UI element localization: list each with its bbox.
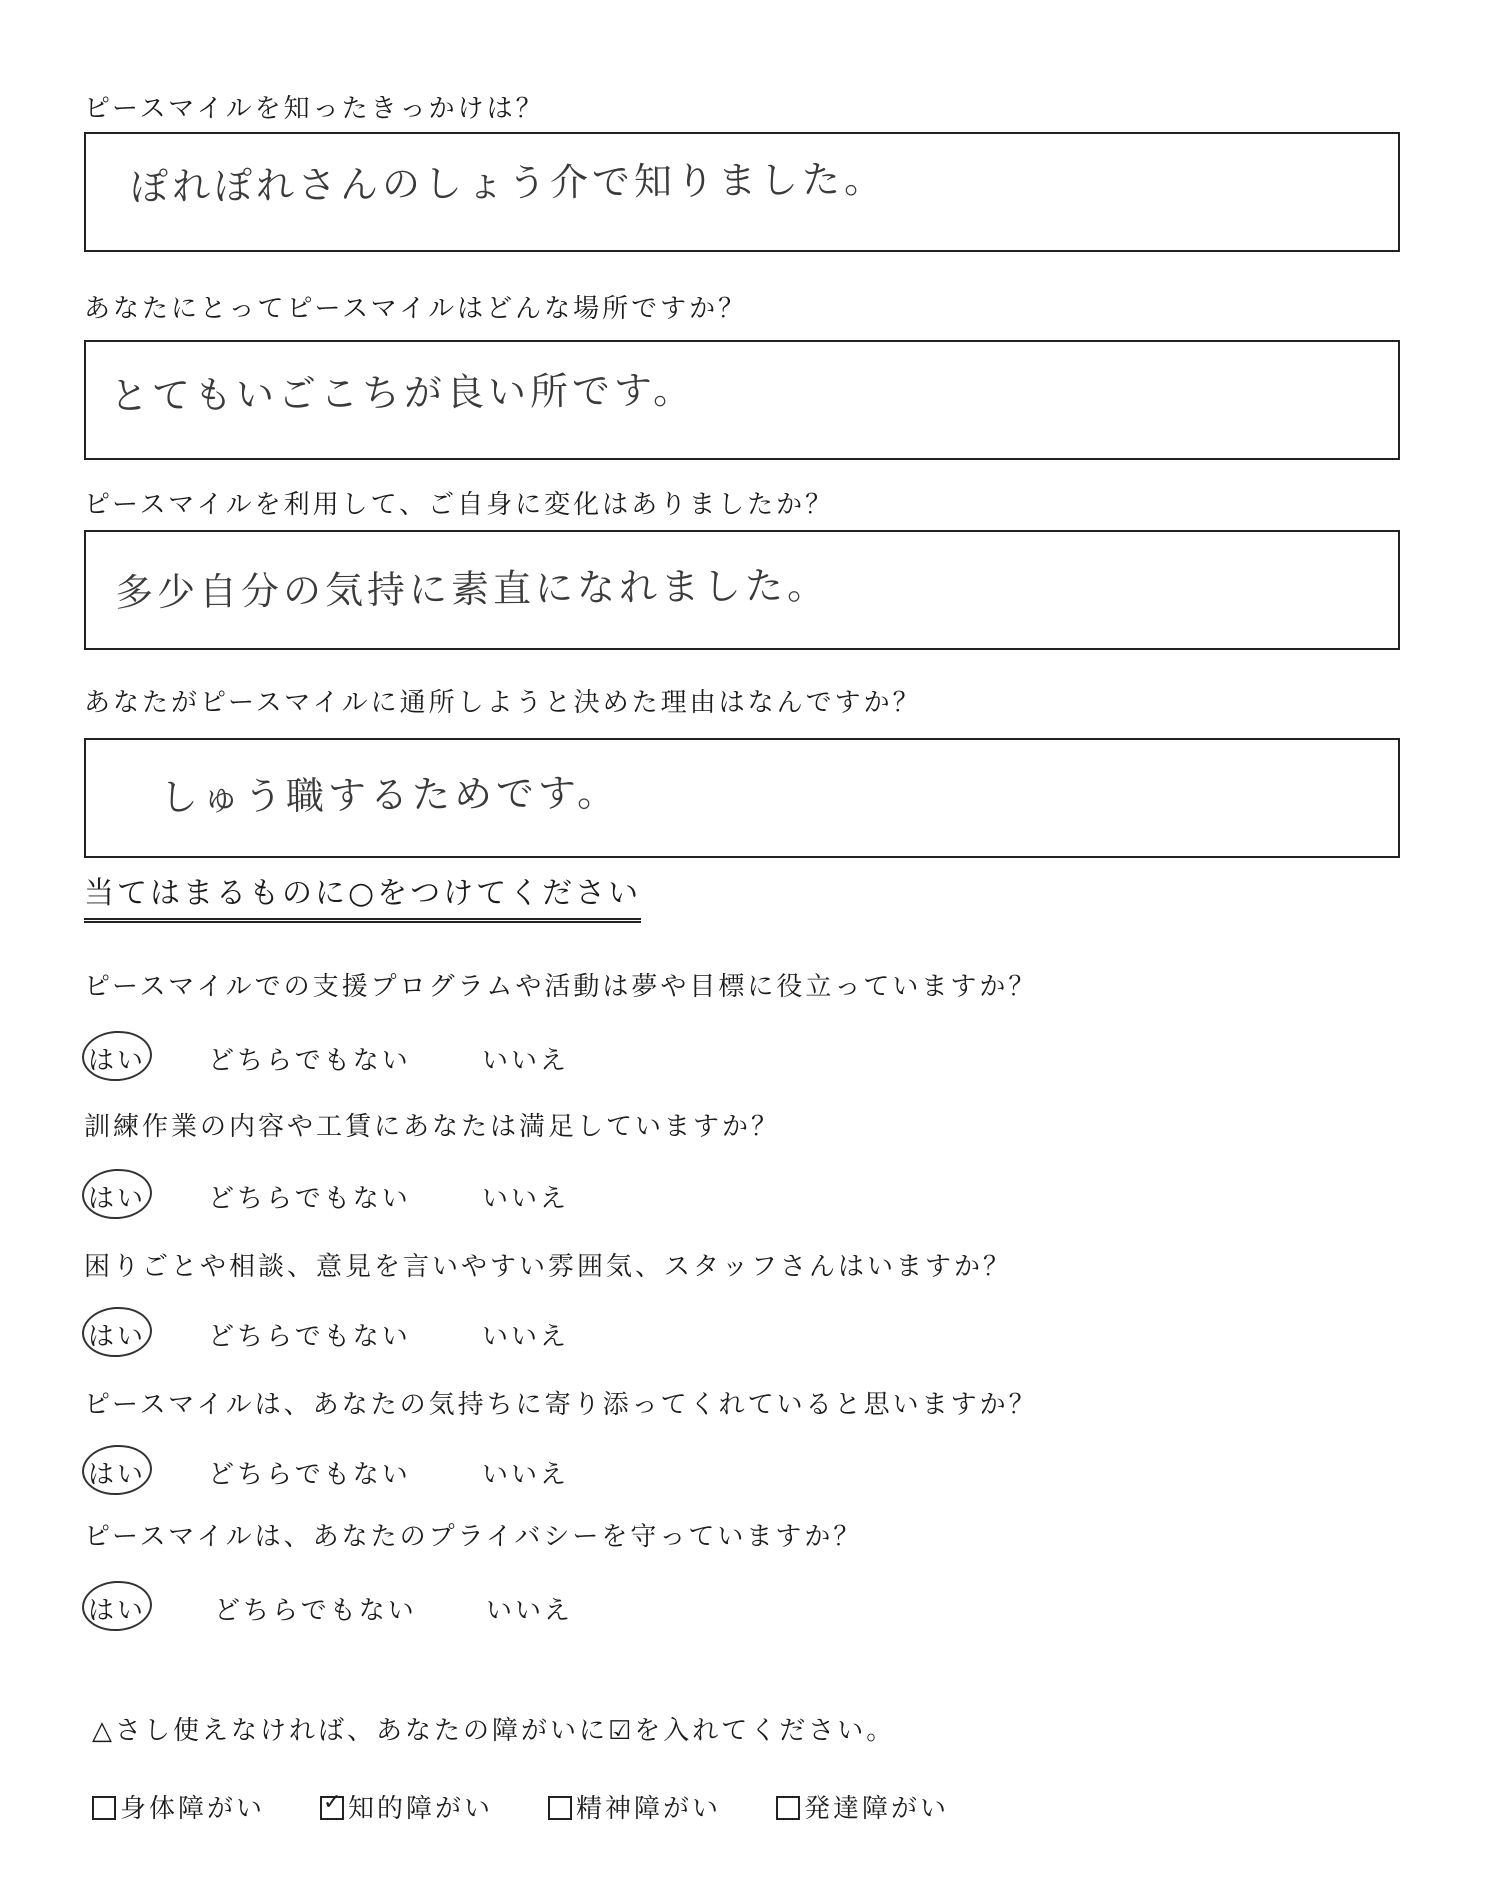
option-yes[interactable]: はい: [88, 1040, 146, 1077]
question-label: あなたがピースマイルに通所しようと決めた理由はなんですか？: [84, 688, 922, 718]
checkbox-physical[interactable]: [92, 1788, 265, 1825]
checkbox-developmental[interactable]: [776, 1788, 949, 1825]
option-neutral[interactable]: どちらでもない: [208, 1046, 411, 1076]
option-yes[interactable]: はい: [88, 1590, 146, 1627]
option-neutral[interactable]: どちらでもない: [208, 1184, 411, 1214]
option-no[interactable]: いいえ: [482, 1184, 570, 1214]
option-neutral[interactable]: どちらでもない: [208, 1322, 411, 1352]
handwritten-answer: とてもいごこちが良い所です。: [109, 367, 696, 419]
question-label: ピースマイルを利用して、ご自身に変化はありましたか？: [84, 490, 835, 520]
handwritten-answer: 多少自分の気持に素直になれました。: [114, 563, 830, 615]
option-neutral[interactable]: どちらでもない: [214, 1596, 417, 1626]
handwritten-answer: ぽれぽれさんのしょう介で知りました。: [129, 157, 887, 209]
option-neutral[interactable]: どちらでもない: [208, 1460, 411, 1490]
checkbox-icon: [92, 1796, 116, 1820]
option-yes[interactable]: はい: [88, 1178, 146, 1215]
rating-question-label: 困りごとや相談、意見を言いやすい雰囲気、スタッフさんはいますか？: [84, 1252, 1013, 1282]
checkbox-intellectual[interactable]: [320, 1788, 493, 1825]
handwritten-answer: しゅう職するためです。: [159, 770, 620, 820]
checkbox-label: 知的障がい: [348, 1794, 494, 1824]
checkbox-icon: [548, 1796, 572, 1820]
checkbox-label: 精神障がい: [576, 1794, 722, 1824]
checkbox-icon: [776, 1796, 800, 1820]
option-no[interactable]: いいえ: [482, 1460, 570, 1490]
question-label: ピースマイルを知ったきっかけは？: [84, 94, 545, 124]
rating-question-label: 訓練作業の内容や工賃にあなたは満足していますか？: [84, 1112, 781, 1142]
rating-question-label: ピースマイルでの支援プログラムや活動は夢や目標に役立っていますか？: [84, 972, 1038, 1002]
question-label: あなたにとってピースマイルはどんな場所ですか？: [84, 294, 748, 324]
checkbox-mental[interactable]: [548, 1788, 721, 1825]
disability-note: △さし使えなければ、あなたの障がいに☑を入れてください。: [92, 1716, 896, 1746]
rating-question-label: ピースマイルは、あなたのプライバシーを守っていますか？: [84, 1522, 863, 1552]
option-yes[interactable]: はい: [88, 1316, 146, 1353]
section-title: 当てはまるものに○をつけてください: [84, 868, 641, 923]
checkbox-checked-icon: [320, 1796, 344, 1820]
option-no[interactable]: いいえ: [482, 1322, 570, 1352]
checkbox-label: 発達障がい: [804, 1794, 950, 1824]
checkbox-label: 身体障がい: [120, 1794, 266, 1824]
option-no[interactable]: いいえ: [486, 1596, 574, 1626]
rating-question-label: ピースマイルは、あなたの気持ちに寄り添ってくれていると思いますか？: [84, 1390, 1038, 1420]
option-no[interactable]: いいえ: [482, 1046, 570, 1076]
option-yes[interactable]: はい: [88, 1454, 146, 1491]
